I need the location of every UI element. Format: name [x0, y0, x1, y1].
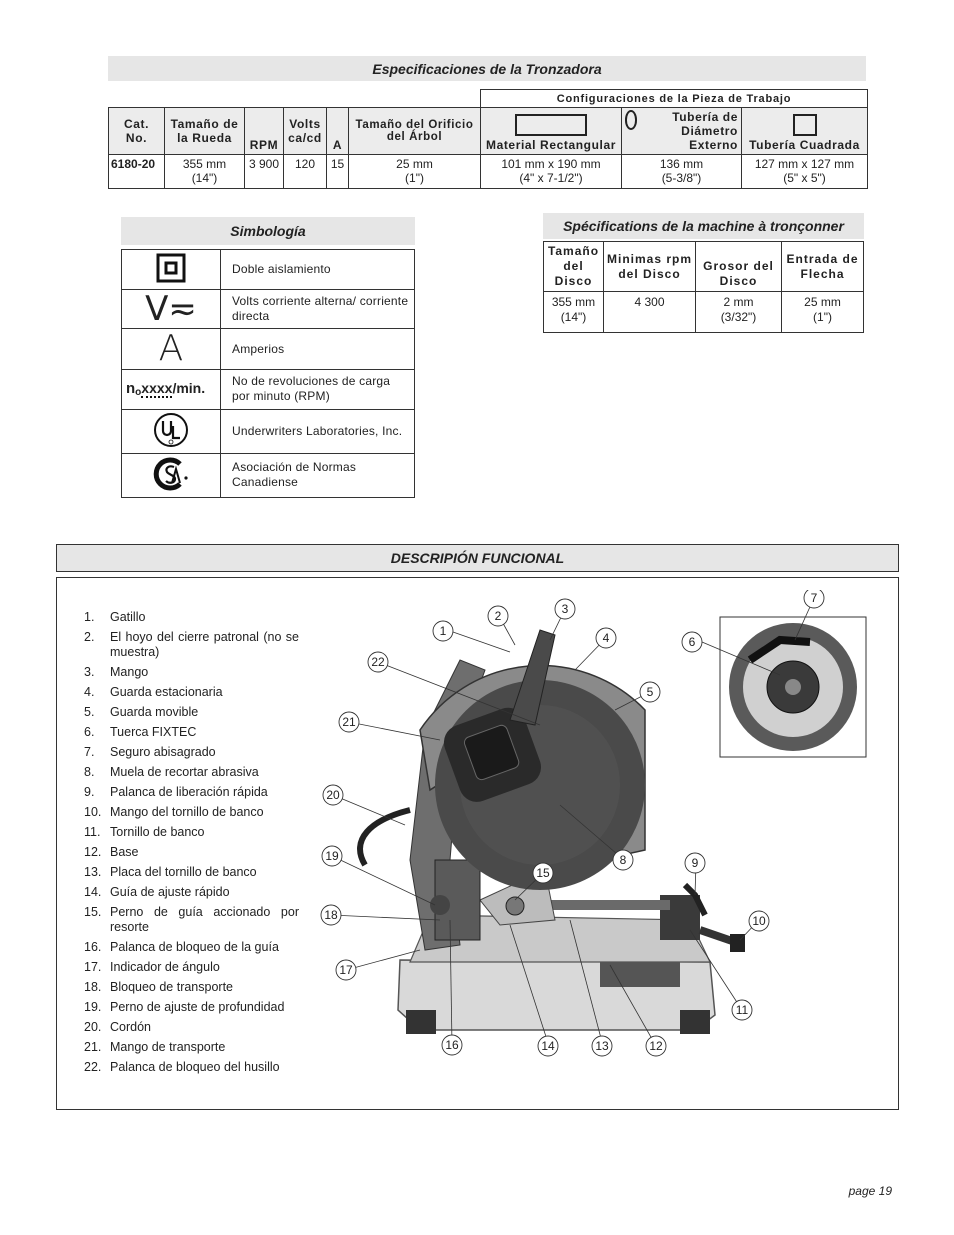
- circle-shape-icon: [625, 110, 637, 130]
- part-label: Cordón: [110, 1020, 151, 1034]
- part-item: [84, 1060, 299, 1075]
- part-number: 19.: [84, 1000, 102, 1014]
- cell-arbor-in: (1"): [405, 171, 424, 185]
- page-number: page 19: [848, 1184, 892, 1198]
- header-rect: Material Rectangular: [485, 138, 617, 152]
- callout-label: 12: [649, 1039, 663, 1053]
- part-item: [84, 725, 299, 740]
- part-item: [84, 745, 299, 760]
- symbols-table: [121, 249, 415, 498]
- part-item: [84, 765, 299, 780]
- callout-label: 3: [561, 602, 569, 616]
- spec-table: [108, 89, 868, 189]
- cell-arbor: 25 mm: [396, 157, 433, 171]
- header-rpm: RPM: [245, 108, 284, 155]
- header-pipe: Tubería de Diámetro Externo: [672, 110, 738, 152]
- part-label: Muela de recortar abrasiva: [110, 765, 259, 779]
- part-number: 10.: [84, 805, 102, 819]
- cell-cat: 6180-20: [109, 155, 165, 189]
- header-square: Tubería Cuadrada: [749, 138, 860, 152]
- part-label: Mango: [110, 665, 149, 679]
- symbol-text-3: Amperios: [221, 329, 415, 370]
- callout-label: 5: [646, 685, 654, 699]
- part-label: Gatillo: [110, 610, 146, 624]
- part-item: [84, 1020, 299, 1035]
- part-item: [84, 980, 299, 995]
- part-item: [84, 665, 299, 680]
- part-number: 9.: [84, 785, 95, 799]
- rpm-glyph-min: /min.: [172, 380, 206, 397]
- part-number: 1.: [84, 610, 95, 624]
- cell-volts: 120: [284, 155, 327, 189]
- cell-wheel: 355 mm: [182, 157, 227, 171]
- callout-label: 10: [752, 914, 766, 928]
- double-insulation-icon: [156, 253, 186, 283]
- square-shape-icon: [793, 114, 817, 136]
- callout-label: 8: [619, 853, 627, 867]
- symbol-text-4: No de revoluciones de carga por minuto (RPM): [221, 370, 415, 410]
- part-label: Mango de transporte: [110, 1040, 226, 1054]
- part-number: 6.: [84, 725, 95, 739]
- cell-pipe-in: (5-3/8"): [661, 171, 702, 185]
- symbol-text-6: Asociación de Normas Canadiense: [221, 453, 415, 497]
- fr-spec-table: [543, 241, 864, 333]
- callout-label: 17: [339, 963, 353, 977]
- part-label: Guarda estacionaria: [110, 685, 223, 699]
- part-label: Seguro abisagrado: [110, 745, 216, 759]
- part-number: 8.: [84, 765, 95, 779]
- callout-label: 4: [602, 631, 610, 645]
- callout-label: 2: [494, 609, 502, 623]
- rpm-glyph-o: o: [135, 387, 142, 399]
- callout-label: 7: [810, 591, 818, 605]
- part-number: 17.: [84, 960, 102, 974]
- part-label: Indicador de ángulo: [110, 960, 220, 974]
- fr-cell-4b: (1"): [813, 310, 832, 324]
- callout-label: 20: [326, 788, 340, 802]
- part-label: Mango del tornillo de banco: [110, 805, 264, 819]
- description-title: DESCRIPIÓN FUNCIONAL: [390, 550, 565, 566]
- callout-label: 6: [688, 635, 696, 649]
- part-number: 4.: [84, 685, 95, 699]
- callout-label: 22: [371, 655, 385, 669]
- part-label: Base: [110, 845, 139, 859]
- callout-label: 1: [439, 624, 447, 638]
- part-item: [84, 785, 299, 800]
- no-load-rpm-icon: [126, 380, 206, 399]
- symbol-text-5: Underwriters Laboratories, Inc.: [221, 409, 415, 453]
- part-item: [84, 865, 299, 880]
- part-label: Bloqueo de transporte: [110, 980, 234, 994]
- cell-rect: 101 mm x 190 mm: [501, 157, 601, 171]
- config-header: Configuraciones de la Pieza de Trabajo: [481, 90, 868, 108]
- callout-label: 18: [324, 908, 338, 922]
- part-label: Placa del tornillo de banco: [110, 865, 257, 879]
- part-item: [84, 885, 299, 900]
- part-item: [84, 825, 299, 840]
- header-arbor: Tamaño del Orificio del Árbol: [349, 108, 481, 155]
- cell-pipe: 136 mm: [659, 157, 704, 171]
- cell-wheel-in: (14"): [191, 171, 218, 185]
- part-number: 16.: [84, 940, 102, 954]
- part-label: Palanca de bloqueo del husillo: [110, 1060, 280, 1074]
- part-label: Palanca de bloqueo de la guía: [110, 940, 279, 954]
- cell-amps: 15: [327, 155, 349, 189]
- part-item: [84, 705, 299, 720]
- part-number: 11.: [84, 825, 101, 839]
- callout-label: 15: [536, 866, 550, 880]
- power-cord: [360, 810, 410, 865]
- part-item: [84, 1040, 299, 1055]
- fr-cell-4a: 25 mm: [804, 295, 841, 309]
- part-item: [84, 1000, 299, 1015]
- part-number: 15.: [84, 905, 102, 919]
- header-wheel: Tamaño de la Rueda: [165, 108, 245, 155]
- ac-dc-volts-icon: V≂: [145, 288, 197, 329]
- part-item: [84, 630, 299, 660]
- part-label: Perno de guía accionado por resorte: [110, 905, 299, 934]
- callout-label: 19: [325, 849, 339, 863]
- part-number: 12.: [84, 845, 102, 859]
- fr-spec-title-bar: [543, 213, 864, 239]
- part-item: [84, 940, 299, 955]
- callout-label: 13: [595, 1039, 609, 1053]
- fr-cell-3a: 2 mm: [723, 295, 754, 309]
- part-label: Tuerca FIXTEC: [110, 725, 197, 739]
- fr-header-2: Minimas rpm del Disco: [604, 242, 696, 292]
- part-number: 7.: [84, 745, 95, 759]
- fr-cell-1b: (14"): [560, 310, 587, 324]
- part-label: Perno de ajuste de profundidad: [110, 1000, 285, 1014]
- symbols-title: Simbología: [230, 223, 306, 239]
- callout-label: 11: [735, 1003, 749, 1017]
- header-volts: Volts ca/cd: [284, 108, 327, 155]
- amps-icon: A: [158, 328, 184, 369]
- part-item: [84, 905, 299, 935]
- ul-listed-icon: [153, 412, 189, 448]
- part-number: 14.: [84, 885, 102, 899]
- fr-header-4: Entrada de Flecha: [782, 242, 864, 292]
- part-label: Palanca de liberación rápida: [110, 785, 268, 799]
- callout-label: 9: [691, 856, 699, 870]
- symbol-text-2: Volts corriente alterna/ corriente directa: [221, 289, 415, 329]
- cell-square: 127 mm x 127 mm: [754, 157, 855, 171]
- fr-spec-title: Spécifications de la machine à tronçonner: [563, 218, 844, 234]
- part-number: 5.: [84, 705, 95, 719]
- fr-cell-2a: 4 300: [634, 295, 665, 309]
- part-number: 13.: [84, 865, 102, 879]
- part-number: 20.: [84, 1020, 102, 1034]
- part-item: [84, 960, 299, 975]
- fr-cell-1a: 355 mm: [551, 295, 596, 309]
- part-number: 21.: [84, 1040, 102, 1054]
- spec-title-bar: [108, 56, 866, 81]
- part-item: [84, 805, 299, 820]
- part-item: [84, 685, 299, 700]
- description-title-bar: [56, 544, 899, 572]
- fr-header-1: Tamaño del Disco: [544, 242, 604, 292]
- part-label: Tornillo de banco: [110, 825, 205, 839]
- csa-certified-icon: [152, 456, 190, 492]
- cell-square-in: (5" x 5"): [783, 171, 826, 185]
- part-item: [84, 610, 299, 625]
- cell-rpm: 3 900: [245, 155, 284, 189]
- part-number: 22.: [84, 1060, 102, 1074]
- callout-label: 21: [342, 715, 356, 729]
- part-number: 2.: [84, 630, 95, 644]
- fr-header-3: Grosor del Disco: [696, 242, 782, 292]
- parts-list: [84, 610, 299, 1080]
- symbols-title-bar: [121, 217, 415, 245]
- part-label: El hoyo del cierre patronal (no se muestra): [110, 630, 299, 659]
- part-label: Guía de ajuste rápido: [110, 885, 230, 899]
- part-item: [84, 845, 299, 860]
- part-label: Guarda movible: [110, 705, 199, 719]
- header-amps: A: [327, 108, 349, 155]
- part-number: 18.: [84, 980, 102, 994]
- symbol-text-1: Doble aislamiento: [221, 250, 415, 290]
- part-number: 3.: [84, 665, 95, 679]
- rectangle-shape-icon: [515, 114, 587, 136]
- rpm-glyph-n: n: [126, 380, 136, 398]
- fr-cell-3b: (3/32"): [720, 310, 757, 324]
- chop-saw-illustration: [310, 590, 890, 1070]
- callout-label: 16: [445, 1038, 459, 1052]
- cell-rect-in: (4" x 7-1/2"): [519, 171, 583, 185]
- header-cat: Cat. No.: [109, 108, 165, 155]
- callout-label: 14: [541, 1039, 555, 1053]
- spec-title: Especificaciones de la Tronzadora: [372, 60, 602, 77]
- rpm-glyph-x: xxxx: [141, 380, 173, 397]
